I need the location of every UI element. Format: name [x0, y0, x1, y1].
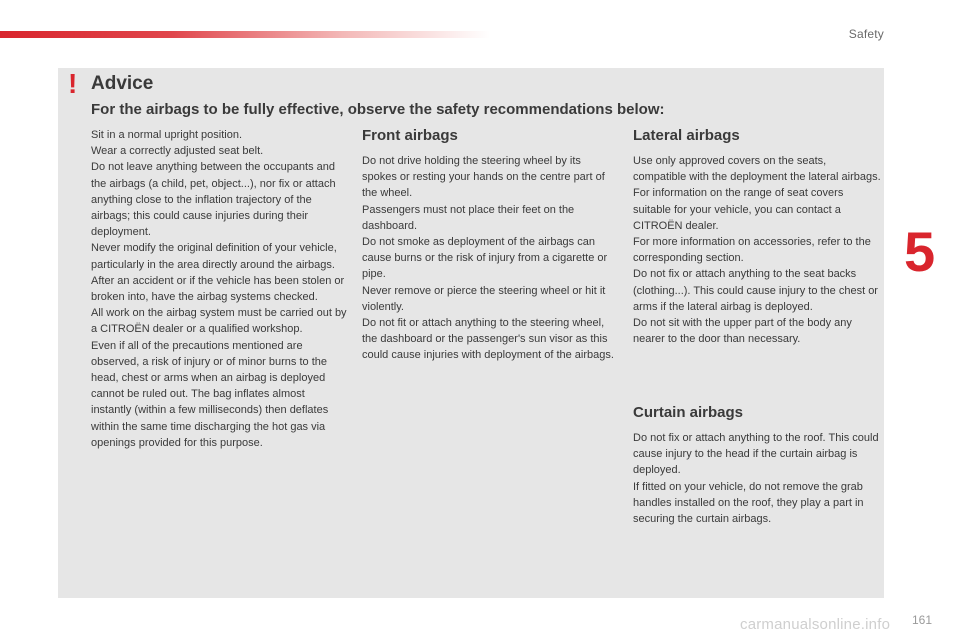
lateral-airbags-line: Do not sit with the upper part of the body any nearer to the door than necessary. [633, 317, 852, 346]
general-advice-column [91, 127, 347, 451]
section-title: Safety [848, 27, 884, 41]
watermark: carmanualsonline.info [740, 616, 891, 633]
front-airbags-line: Do not smoke as deployment of the airbags can cause burns or the risk of injury from a cigarette or pipe. [362, 236, 608, 281]
general-line: Sit in a normal upright position. [91, 129, 243, 141]
page-number: 161 [912, 613, 933, 627]
advice-subtitle: For the airbags to be fully effective, observe the safety recommendations below: [91, 101, 665, 118]
front-airbags-line: Do not drive holding the steering wheel by its spokes or resting your hands on the centre part of the wheel. [362, 155, 605, 200]
curtain-airbags-heading: Curtain airbags [633, 404, 744, 421]
curtain-airbags-line: If fitted on your vehicle, do not remove the grab handles installed on the roof, they play a part in securing the curtain airbags. [633, 480, 864, 526]
front-airbags-line: Never remove or pierce the steering wheel or hit it violently. [362, 284, 606, 313]
front-airbags-line: Do not fit or attach anything to the steering wheel, the dashboard or the passenger's sun visor as this could cause injuries with deployment of the airbags. [362, 317, 614, 362]
general-line: All work on the airbag system must be carried out by a CITROËN dealer or a qualified workshop. [91, 307, 347, 336]
lateral-airbags-line: For more information on accessories, refer to the corresponding section. [633, 236, 871, 265]
curtain-airbags-line: Do not fix or attach anything to the roof. This could cause injury to the head if the curtain airbag is deployed. [633, 432, 879, 477]
general-line: Do not leave anything between the occupants and the airbags (a child, pet, object...), nor fix or attach anything close to the inflation trajectory of the airbags; this could cause injuries during their deployment. [91, 161, 336, 239]
lateral-airbags-heading: Lateral airbags [633, 127, 740, 144]
lateral-airbags-line: Do not fix or attach anything to the seat backs (clothing...). This could cause injury to the chest or arms if the lateral airbag is deployed. [633, 268, 878, 313]
advice-heading: Advice [91, 73, 154, 94]
lateral-airbags-line: Use only approved covers on the seats, compatible with the deployment the lateral airbags. For information on the range of seat covers suitable for your vehicle, you can contact a CITROËN dealer. [633, 155, 881, 232]
front-airbags-heading: Front airbags [362, 127, 458, 144]
chapter-number: 5 [904, 220, 936, 283]
general-line: Even if all of the precautions mentioned are observed, a risk of injury or of minor burns to the head, chest or arms when an airbag is deployed cannot be ruled out. The bag inflates almost instantly (within a few milliseconds) then deflates within the same time discharging the hot gas via openings provided for this purpose. [91, 339, 329, 449]
header-accent-bar [0, 31, 490, 38]
curtain-airbags-column [633, 404, 881, 527]
front-airbags-line: Passengers must not place their feet on the dashboard. [362, 203, 575, 232]
general-line: Wear a correctly adjusted seat belt. [91, 145, 264, 158]
lateral-airbags-column [633, 127, 881, 347]
front-airbags-column [362, 127, 614, 364]
general-line: Never modify the original definition of your vehicle, particularly in the area directly around the airbags. [91, 242, 337, 271]
exclamation-icon: ! [68, 68, 78, 99]
general-line: After an accident or if the vehicle has been stolen or broken into, have the airbag systems checked. [91, 274, 345, 304]
